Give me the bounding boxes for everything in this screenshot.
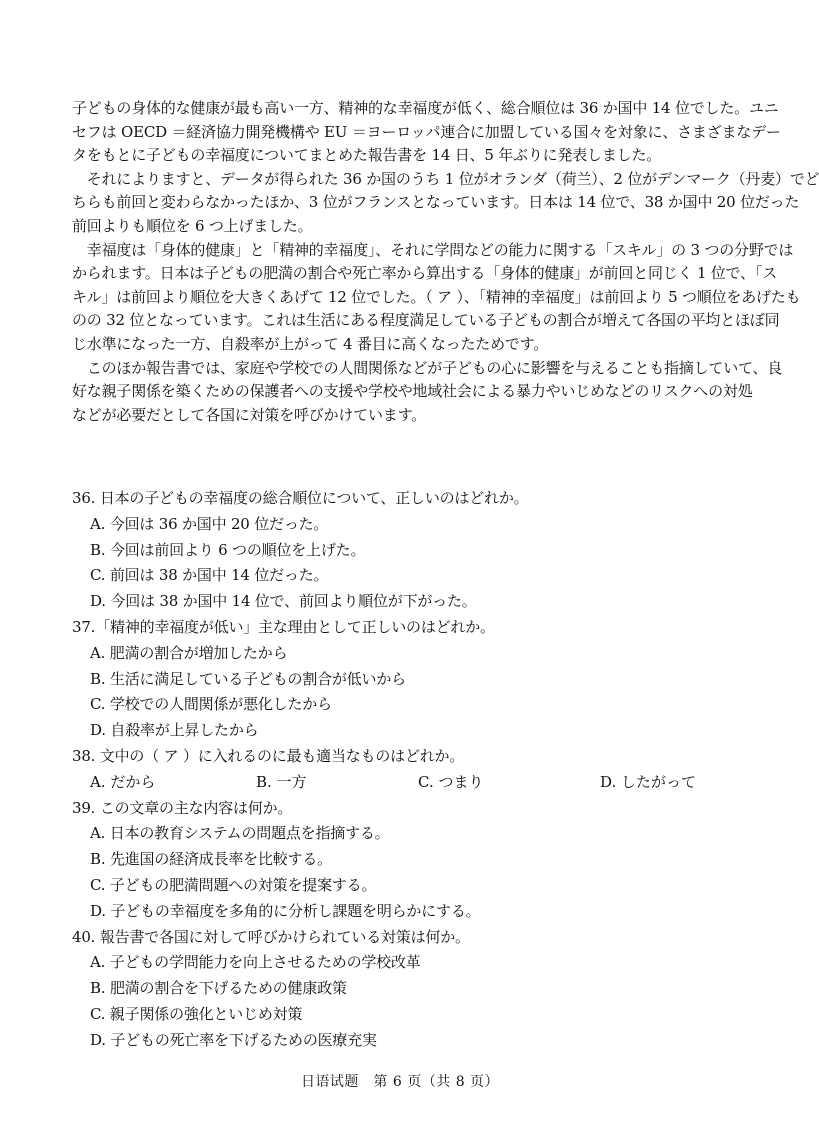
question-list: [72, 486, 732, 1054]
answer-option-c: C. 子どもの肥満問題への対策を提案する。: [90, 875, 377, 894]
answer-option-d: D. したがって: [600, 772, 697, 791]
answer-option-a: A. 日本の教育システムの問題点を指摘する。: [90, 824, 390, 843]
passage-line: かられます。日本は子どもの肥満の割合や死亡率から算出する「身体的健康」が前回と同じく 1 位で、「ス: [72, 264, 778, 283]
answer-option-d: D. 子どもの幸福度を多角的に分析し課題を明らかにする。: [90, 901, 481, 920]
answer-option-b: B. 一方: [256, 772, 307, 791]
answer-option-d: D. 子どもの死亡率を下げるための医療充実: [90, 1030, 377, 1049]
question-stem: 36. 日本の子どもの幸福度の総合順位について、正しいのはどれか。: [72, 489, 529, 507]
passage-line: 前回よりも順位を 6 つ上げました。: [72, 216, 313, 235]
answer-option-d: D. 今回は 38 か国中 14 位で、前回より順位が下がった。: [90, 592, 477, 611]
passage-line: タをもとに子どもの幸福度についてまとめた報告書を 14 日、5 年ぶりに発表しました。: [72, 146, 662, 165]
passage-line: などが必要だとして各国に対策を呼びかけています。: [72, 405, 427, 424]
answer-option-c: C. 学校での人間関係が悪化したから: [90, 695, 332, 714]
passage-line: ちらも前回と変わらなかったほか、3 位がフランスとなっています。日本は 14 位で、38 か国中 20 位だった: [72, 193, 800, 212]
answer-option-c: C. 親子関係の強化といじめ対策: [90, 1004, 303, 1023]
answer-option-d: D. 自殺率が上昇したから: [90, 721, 259, 740]
passage-line: 好な親子関係を築くための保護者への支援や学校や地域社会による暴力やいじめなどのリスクへの対処: [72, 382, 753, 401]
answer-option-row: [72, 770, 732, 796]
passage-line: このほか報告書では、家庭や学校での人間関係などが子どもの心に影響を与えることも指摘していて、良: [72, 358, 783, 377]
question-stem: 39. この文章の主な内容は何か。: [72, 798, 293, 817]
question-39: [72, 796, 732, 925]
passage-line: キル」は前回より順位を大きくあげて 12 位でした。（ ア ）、「精神的幸福度」は前回より 5 つ順位をあげたも: [72, 287, 801, 306]
question-stem: 40. 報告書で各国に対して呼びかけられている対策は何か。: [72, 927, 470, 946]
passage-line: のの 32 位となっています。これは生活にある程度満足している子どもの割合が増えて各国の平均とほぼ同: [72, 311, 780, 330]
question-40: [72, 925, 732, 1054]
question-stem: 37.「精神的幸福度が低い」主な理由として正しいのはどれか。: [72, 617, 495, 636]
answer-option-b: B. 生活に満足している子どもの割合が低いから: [90, 669, 406, 688]
answer-option-c: C. 前回は 38 か国中 14 位だった。: [90, 566, 329, 585]
answer-option-a: A. 今回は 36 か国中 20 位だった。: [90, 514, 329, 533]
question-stem: 38. 文中の（ ア ）に入れるのに最も適当なものはどれか。: [72, 746, 465, 765]
passage-line: 幸福度は「身体的健康」と「精神的幸福度」、それに学問などの能力に関する「スキル」の 3 つの分野では: [72, 240, 794, 259]
answer-option-b: B. 肥満の割合を下げるための健康政策: [90, 979, 347, 998]
reading-passage: [72, 97, 819, 427]
answer-option-c: C. つまり: [418, 772, 484, 791]
passage-line: じ水準になった一方、自殺率が上がって 4 番目に高くなったためです。: [72, 334, 549, 353]
answer-option-a: A. だから: [90, 772, 156, 791]
question-37: [72, 615, 732, 744]
question-36: [72, 486, 732, 615]
answer-option-b: B. 今回は前回より 6 つの順位を上げた。: [90, 540, 366, 559]
passage-line: セフは OECD ＝経済協力開発機構や EU ＝ヨーロッパ連合に加盟している国々を対象に、さまざまなデー: [72, 122, 781, 141]
answer-option-b: B. 先進国の経済成長率を比較する。: [90, 850, 332, 869]
answer-option-a: A. 肥満の割合が増加したから: [90, 643, 288, 662]
passage-line: 子どもの身体的な健康が最も高い一方、精神的な幸福度が低く、総合順位は 36 か国中 14 位でした。ユニ: [72, 99, 779, 117]
passage-line: それによりますと、データが得られた 36 か国のうち 1 位がオランダ（荷兰）、2 位がデンマーク（丹麦）でど: [72, 169, 819, 188]
page-footer: 日语试题 第 6 页（共 8 页）: [300, 1074, 500, 1090]
question-38: [72, 744, 732, 796]
answer-option-a: A. 子どもの学問能力を向上させるための学校改革: [90, 953, 421, 972]
